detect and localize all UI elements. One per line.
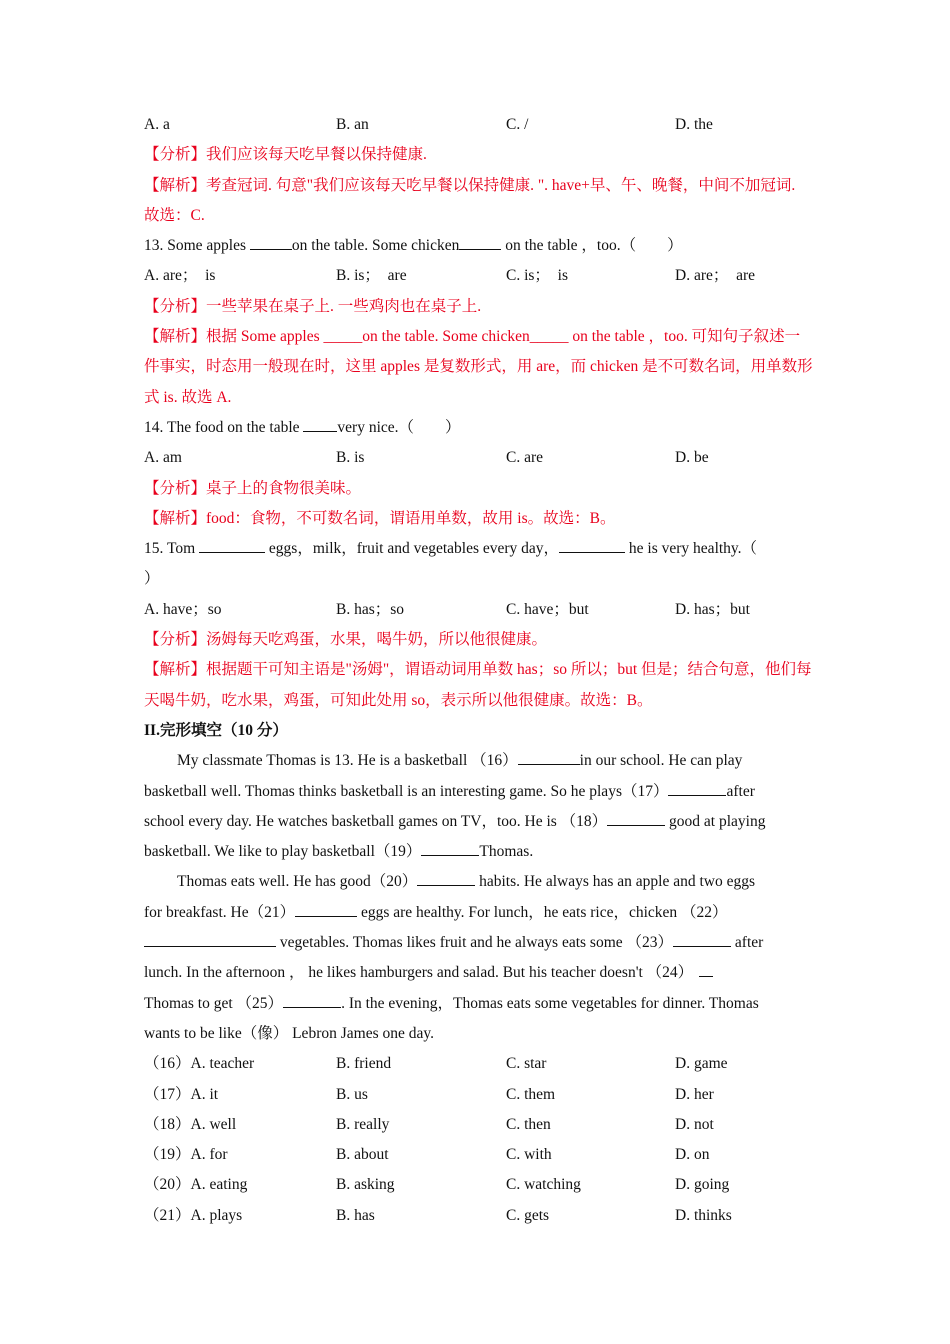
cloze-option-c: C. watching [506, 1176, 581, 1194]
q13-explanation: 【解析】根据 Some apples _____on the table. Some chicken_____ on the table ，too. 可知句子叙述一件事实，时态用一般现在时，这里 apples 是复数形式，用 are，而 chicken 是不可数名词，用单数形式 is. 故选 A. [144, 328, 813, 406]
passage-text: school every day. He watches basketball games on TV，too. He is （18） [144, 812, 608, 830]
q12-option-d: D. the [675, 116, 713, 133]
q15-explanation: 【解析】根据题干可知主语是"汤姆"，谓语动词用单数 has；so 所以；but 但是；结合句意，他们每天喝牛奶，吃水果，鸡蛋，可知此处用 so，表示所以他很健康。故选：B。 [144, 661, 812, 709]
blank-20 [417, 869, 475, 886]
cloze-option-b: B. asking [336, 1176, 395, 1194]
q13-option-c: C. is； is [506, 267, 569, 285]
q15-stem-part3: he is very healthy.（ [625, 540, 758, 558]
cloze-option-a [144, 1140, 228, 1170]
passage-p1-line2 [144, 777, 814, 807]
cloze-number: （17） [144, 1085, 191, 1103]
cloze-option-b: B. about [336, 1146, 389, 1164]
exam-page [144, 110, 814, 1231]
cloze-option-text: A. eating [190, 1176, 248, 1194]
q12-explanation: 【解析】考查冠词. 句意"我们应该每天吃早餐以保持健康. ". have+早、午、晚餐，中间不加冠词. 故选：C. [144, 176, 796, 224]
passage-text: basketball well. Thomas thinks basketball is an interesting game. So he plays（17） [144, 782, 669, 800]
q15-options [144, 595, 814, 625]
passage-p2-line3 [144, 928, 814, 958]
q13-stem [144, 231, 814, 261]
passage-text: Thomas. [479, 843, 534, 861]
cloze-option-text: A. well [190, 1115, 237, 1133]
passage-p2-line5 [144, 989, 814, 1019]
cloze-option-d: D. her [675, 1085, 714, 1103]
q15-option-b: B. has；so [336, 600, 405, 618]
cloze-option-a [144, 1110, 236, 1140]
q15-option-c: C. have；but [506, 600, 589, 618]
q12-option-c: C. / [506, 116, 529, 133]
passage-text: for breakfast. He（21） [144, 903, 296, 921]
q12-option-a: A. a [144, 116, 170, 133]
passage-text: basketball. We like to play basketball（19） [144, 843, 422, 861]
passage-text: good at playing [665, 812, 766, 830]
q14-option-c: C. are [506, 449, 544, 467]
cloze-number: （20） [144, 1176, 191, 1194]
cloze-option-b: B. really [336, 1115, 390, 1133]
cloze-option-a [144, 1201, 242, 1231]
q13-option-a: A. are； is [144, 267, 216, 285]
blank-17 [668, 779, 726, 796]
cloze-option-text: A. teacher [190, 1055, 255, 1073]
passage-text: habits. He always has an apple and two eggs [475, 873, 756, 891]
q12-options [144, 110, 814, 140]
blank-18 [607, 809, 665, 826]
q15-stem-part1: 15. Tom [144, 540, 200, 558]
q14-analysis: 【分析】桌子上的食物很美味。 [144, 479, 362, 497]
q15-option-a: A. have；so [144, 600, 222, 618]
cloze-number: （21） [144, 1206, 191, 1224]
passage-text: Thomas to get （25） [144, 994, 284, 1012]
q15-stem-part2: eggs，milk，fruit and vegetables every day， [265, 540, 560, 558]
q14-stem-part2: very nice.（ ） [337, 418, 461, 436]
q13-analysis: 【分析】一些苹果在桌子上. 一些鸡肉也在桌子上. [144, 297, 482, 315]
q13-blank-2 [459, 233, 501, 250]
cloze-option-row [144, 1140, 814, 1170]
passage-text: after [731, 934, 764, 952]
cloze-number: （18） [144, 1115, 191, 1133]
q13-option-b: B. is； are [336, 267, 407, 285]
q14-explanation: 【解析】food：食物，不可数名词，谓语用单数，故用 is。故选：B。 [144, 509, 616, 527]
cloze-option-row [144, 1201, 814, 1231]
cloze-option-row [144, 1170, 814, 1200]
q13-option-d: D. are； are [675, 267, 756, 285]
q14-option-a: A. am [144, 449, 182, 467]
q15-blank-1 [199, 536, 265, 553]
cloze-option-row [144, 1110, 814, 1140]
cloze-option-a [144, 1170, 247, 1200]
q14-options [144, 443, 814, 473]
cloze-option-b: B. us [336, 1085, 368, 1103]
blank-23 [673, 930, 731, 947]
cloze-option-c: C. star [506, 1055, 547, 1073]
q14-stem-part1: 14. The food on the table [144, 418, 304, 436]
q13-blank-1 [250, 233, 292, 250]
blank-16 [518, 748, 580, 765]
cloze-option-d: D. going [675, 1176, 730, 1194]
cloze-option-c: C. with [506, 1146, 552, 1164]
section-title: II.完形填空（10 分） [144, 721, 288, 739]
passage-text: My classmate Thomas is 13. He is a basketball （16） [177, 752, 518, 770]
q15-stem [144, 534, 814, 564]
passage-text: lunch. In the afternoon ， he likes hamburgers and salad. But his teacher doesn't （24） [144, 964, 694, 982]
cloze-option-d: D. not [675, 1115, 714, 1133]
q14-option-b: B. is [336, 449, 365, 467]
cloze-option-row [144, 1049, 814, 1079]
passage-text: eggs are healthy. For lunch，he eats rice，chicken （22） [357, 903, 728, 921]
passage-text: . In the evening，Thomas eats some vegetables for dinner. Thomas [341, 994, 759, 1012]
passage-p1-line3 [144, 807, 814, 837]
passage-p2-line6: wants to be like（像） Lebron James one day. [144, 1024, 434, 1042]
cloze-option-d: D. on [675, 1146, 710, 1164]
cloze-option-b: B. has [336, 1206, 375, 1224]
q15-option-d: D. has；but [675, 600, 750, 618]
cloze-number: （19） [144, 1146, 191, 1164]
q14-blank [303, 415, 337, 432]
blank-19 [421, 839, 479, 856]
q14-option-d: D. be [675, 449, 709, 467]
q13-stem-part2: on the table. Some chicken [291, 237, 460, 255]
blank-24 [699, 960, 713, 977]
cloze-number: （16） [144, 1055, 191, 1073]
passage-text: vegetables. Thomas likes fruit and he always eats some （23） [276, 934, 674, 952]
cloze-option-text: A. plays [190, 1206, 243, 1224]
passage-p2-line2 [144, 898, 814, 928]
passage-p2-line4 [144, 958, 814, 988]
cloze-option-text: A. it [190, 1085, 219, 1103]
cloze-option-d: D. game [675, 1055, 728, 1073]
cloze-option-c: C. them [506, 1085, 556, 1103]
q13-stem-part1: 13. Some apples [144, 237, 250, 255]
q12-analysis: 【分析】我们应该每天吃早餐以保持健康. [144, 146, 427, 164]
cloze-option-c: C. then [506, 1115, 551, 1133]
passage-text: in our school. He can play [579, 752, 743, 770]
cloze-option-a [144, 1080, 218, 1110]
q13-stem-part3: on the table ，too.（ ） [501, 237, 683, 255]
q12-option-b: B. an [336, 116, 369, 133]
passage-text: Thomas eats well. He has good（20） [177, 873, 418, 891]
cloze-option-a [144, 1049, 254, 1079]
cloze-option-text: A. for [190, 1146, 228, 1164]
cloze-option-d: D. thinks [675, 1206, 732, 1224]
blank-21 [295, 900, 357, 917]
q15-blank-2 [559, 536, 625, 553]
cloze-option-c: C. gets [506, 1206, 550, 1224]
passage-p1-line1 [144, 746, 814, 776]
cloze-option-b: B. friend [336, 1055, 392, 1073]
blank-25 [283, 991, 341, 1008]
q15-analysis: 【分析】汤姆每天吃鸡蛋，水果，喝牛奶，所以他很健康。 [144, 631, 548, 649]
q14-stem [144, 413, 814, 443]
q13-options [144, 261, 814, 291]
passage-p2-line1 [144, 867, 814, 897]
passage-p1-line4 [144, 837, 814, 867]
blank-22 [144, 930, 276, 947]
q15-stem-end: ） [144, 570, 160, 588]
passage-text: after [726, 782, 755, 800]
cloze-option-row [144, 1080, 814, 1110]
